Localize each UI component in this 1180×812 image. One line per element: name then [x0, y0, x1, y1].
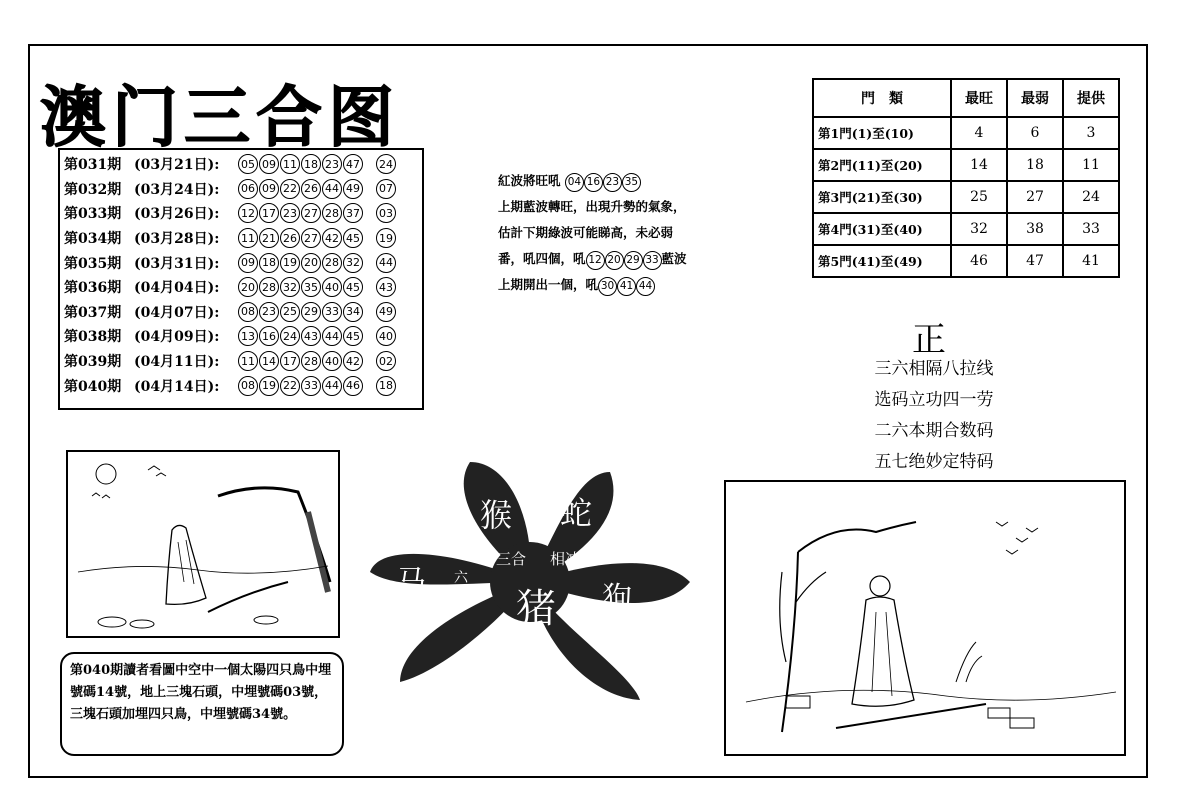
period-label: 第032期: [64, 181, 122, 198]
number-ball: 25: [280, 302, 300, 322]
number-ball: 35: [301, 277, 321, 297]
history-row: [64, 349, 418, 374]
ball-set: [238, 253, 396, 273]
period-date: (04月14日):: [134, 378, 220, 395]
history-row: [64, 324, 418, 349]
number-ball: 44: [322, 376, 342, 396]
notes-line4-text: 番，吼四個，吼: [498, 251, 586, 266]
number-ball: 11: [280, 154, 300, 174]
special-ball: 49: [376, 302, 396, 322]
notes-line1-text: 紅波將旺吼: [498, 173, 561, 188]
number-ball: 45: [343, 326, 363, 346]
label-xiangchong: 相冲: [550, 550, 581, 568]
label-sanhe: 三合: [496, 550, 527, 568]
table-cell: 32: [951, 213, 1007, 245]
number-ball: 13: [238, 326, 258, 346]
special-ball: 43: [376, 277, 396, 297]
period-date: (03月24日):: [134, 181, 220, 198]
period-label: 第037期: [64, 304, 122, 321]
period-label: 第034期: [64, 231, 122, 248]
period-date: (03月21日):: [134, 157, 220, 174]
table-cell: 4: [951, 117, 1007, 149]
history-row: [64, 201, 418, 226]
period-date: (03月26日):: [134, 206, 220, 223]
period-date: (03月31日):: [134, 255, 220, 272]
number-ball: 28: [322, 203, 342, 223]
table-cell: 27: [1007, 181, 1063, 213]
notes-line2: 上期藍波轉旺，出現升勢的氣象，: [498, 199, 686, 214]
number-ball: 22: [280, 179, 300, 199]
table-header: 提供: [1063, 79, 1119, 117]
number-ball: 44: [322, 326, 342, 346]
number-ball: 19: [280, 253, 300, 273]
number-ball: 12: [238, 203, 258, 223]
period-label: 第040期: [64, 378, 122, 395]
number-ball: 32: [280, 277, 300, 297]
table-row: [813, 117, 1119, 149]
note-ball: 20: [605, 251, 624, 270]
table-header: 最旺: [951, 79, 1007, 117]
notes-line3: 估計下期綠波可能睇高，未必弱: [498, 225, 674, 240]
poem-line: 选码立功四一劳: [874, 390, 994, 410]
notes-line4-end: 藍波: [661, 251, 687, 266]
number-ball: 17: [280, 351, 300, 371]
period-date: (04月09日):: [134, 329, 220, 346]
ball-set: [238, 277, 396, 297]
zodiac-monkey: 猴: [480, 496, 513, 534]
poem-line: 三六相隔八拉线: [874, 359, 994, 379]
period-label: 第033期: [64, 206, 122, 223]
poem-line: 二六本期合数码: [874, 421, 994, 441]
table-cell: 24: [1063, 181, 1119, 213]
number-ball: 28: [322, 253, 342, 273]
number-ball: 20: [301, 253, 321, 273]
door-label: 第1門(1)至(10): [813, 117, 951, 149]
label-he: 合: [454, 590, 468, 606]
history-row: [64, 373, 418, 398]
period-date: (03月28日):: [134, 231, 220, 248]
number-ball: 14: [259, 351, 279, 371]
special-ball: 03: [376, 203, 396, 223]
number-ball: 33: [301, 376, 321, 396]
table-header: 門 類: [813, 79, 951, 117]
history-row: [64, 275, 418, 300]
number-ball: 28: [301, 351, 321, 371]
ball-set: [238, 228, 396, 248]
table-row: [813, 245, 1119, 277]
number-ball: 09: [259, 179, 279, 199]
number-ball: 09: [259, 154, 279, 174]
number-ball: 27: [301, 228, 321, 248]
number-ball: 08: [238, 302, 258, 322]
number-ball: 06: [238, 179, 258, 199]
notes-line5: [498, 272, 730, 298]
note-ball: 30: [598, 277, 617, 296]
number-ball: 28: [259, 277, 279, 297]
ball-set: [238, 376, 396, 396]
note-ball: 29: [624, 251, 643, 270]
table-cell: 6: [1007, 117, 1063, 149]
number-ball: 29: [301, 302, 321, 322]
number-ball: 16: [259, 326, 279, 346]
zodiac-snake: 蛇: [560, 494, 593, 532]
period-date: (04月07日):: [134, 304, 220, 321]
number-ball: 32: [343, 253, 363, 273]
special-ball: 40: [376, 326, 396, 346]
table-cell: 46: [951, 245, 1007, 277]
special-ball: 19: [376, 228, 396, 248]
zodiac-pig: 猪: [516, 586, 556, 632]
poem: [866, 354, 1002, 478]
zodiac-dog: 狗: [602, 581, 632, 616]
history-row: [64, 152, 418, 177]
number-ball: 43: [301, 326, 321, 346]
number-ball: 46: [343, 376, 363, 396]
number-ball: 40: [322, 277, 342, 297]
number-ball: 17: [259, 203, 279, 223]
number-ball: 49: [343, 179, 363, 199]
number-ball: 47: [343, 154, 363, 174]
table-cell: 14: [951, 149, 1007, 181]
period-date: (04月04日):: [134, 280, 220, 297]
special-ball: 24: [376, 154, 396, 174]
table-cell: 11: [1063, 149, 1119, 181]
number-ball: 19: [259, 376, 279, 396]
number-ball: 05: [238, 154, 258, 174]
special-ball: 18: [376, 376, 396, 396]
ball-set: [238, 179, 396, 199]
number-ball: 34: [343, 302, 363, 322]
table-cell: 47: [1007, 245, 1063, 277]
history-row: [64, 300, 418, 325]
period-label: 第038期: [64, 329, 122, 346]
ball-set: [238, 203, 396, 223]
number-ball: 09: [238, 253, 258, 273]
note-ball: 33: [643, 251, 662, 270]
table-cell: 3: [1063, 117, 1119, 149]
door-label: 第2門(11)至(20): [813, 149, 951, 181]
wave-notes: [498, 168, 730, 298]
door-label: 第4門(31)至(40): [813, 213, 951, 245]
door-label: 第3門(21)至(30): [813, 181, 951, 213]
number-ball: 23: [280, 203, 300, 223]
notes-line4-balls: [586, 251, 662, 266]
period-date: (04月11日):: [134, 354, 220, 371]
caption-box: 第040期讀者看圖中空中一個太陽四只鳥中埋號碼14號，地上三塊石頭，中埋號碼03號，三塊石頭加埋四只鳥，中埋號碼34號。: [60, 652, 344, 756]
notes-line1: [498, 168, 730, 194]
notes-line5-text: 上期開出一個，吼: [498, 277, 599, 292]
number-ball: 26: [280, 228, 300, 248]
table-row: [813, 181, 1119, 213]
number-ball: 21: [259, 228, 279, 248]
note-ball: 12: [586, 251, 605, 270]
number-ball: 18: [301, 154, 321, 174]
zheng-char: 正: [912, 320, 946, 360]
number-ball: 37: [343, 203, 363, 223]
door-label: 第5門(41)至(49): [813, 245, 951, 277]
number-ball: 11: [238, 351, 258, 371]
ball-set: [238, 154, 396, 174]
notes-line1-balls: [565, 173, 641, 188]
number-ball: 45: [343, 228, 363, 248]
illustration-sage-tree: [66, 450, 340, 638]
ball-set: [238, 351, 396, 371]
number-ball: 24: [280, 326, 300, 346]
table-cell: 18: [1007, 149, 1063, 181]
number-ball: 42: [322, 228, 342, 248]
number-ball: 18: [259, 253, 279, 273]
table-row: [813, 213, 1119, 245]
period-label: 第039期: [64, 354, 122, 371]
table-header-row: [813, 79, 1119, 117]
number-ball: 45: [343, 277, 363, 297]
note-ball: 35: [622, 173, 641, 192]
number-ball: 27: [301, 203, 321, 223]
note-ball: 04: [565, 173, 584, 192]
draw-history-box: [58, 148, 424, 410]
number-ball: 08: [238, 376, 258, 396]
number-ball: 26: [301, 179, 321, 199]
number-ball: 23: [259, 302, 279, 322]
zodiac-horse: 马: [396, 565, 426, 600]
number-ball: 20: [238, 277, 258, 297]
history-row: [64, 226, 418, 251]
special-ball: 07: [376, 179, 396, 199]
table-row: [813, 149, 1119, 181]
number-ball: 33: [322, 302, 342, 322]
special-ball: 02: [376, 351, 396, 371]
special-ball: 44: [376, 253, 396, 273]
history-row: [64, 250, 418, 275]
ball-set: [238, 326, 396, 346]
notes-line5-balls: [598, 277, 655, 292]
number-ball: 42: [343, 351, 363, 371]
zodiac-flower: [360, 452, 700, 702]
period-label: 第031期: [64, 157, 122, 174]
illustration-scholar: [724, 480, 1126, 756]
history-row: [64, 177, 418, 202]
notes-line4: [498, 246, 730, 272]
number-ball: 44: [322, 179, 342, 199]
table-cell: 38: [1007, 213, 1063, 245]
number-ball: 23: [322, 154, 342, 174]
note-ball: 41: [617, 277, 636, 296]
table-cell: 33: [1063, 213, 1119, 245]
note-ball: 16: [584, 173, 603, 192]
poem-line: 五七绝妙定特码: [874, 452, 994, 472]
door-table: [812, 78, 1120, 278]
table-cell: 41: [1063, 245, 1119, 277]
period-label: 第035期: [64, 255, 122, 272]
page-title: 澳门三合图: [40, 79, 400, 156]
number-ball: 40: [322, 351, 342, 371]
ball-set: [238, 302, 396, 322]
label-liu: 六: [454, 570, 468, 586]
period-label: 第036期: [64, 280, 122, 297]
number-ball: 22: [280, 376, 300, 396]
table-header: 最弱: [1007, 79, 1063, 117]
number-ball: 11: [238, 228, 258, 248]
note-ball: 44: [636, 277, 655, 296]
table-cell: 25: [951, 181, 1007, 213]
note-ball: 23: [603, 173, 622, 192]
